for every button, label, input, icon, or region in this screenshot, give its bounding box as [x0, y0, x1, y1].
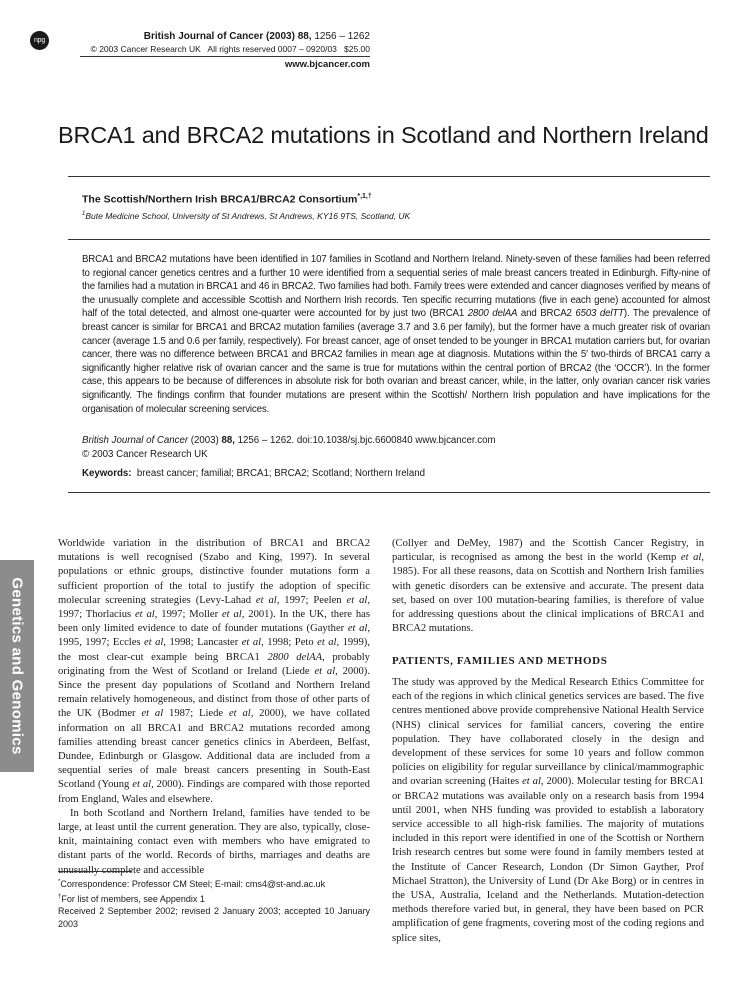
body-right-column-top [392, 537, 704, 636]
body-paragraph: Worldwide variation in the distribution of BRCA1 and BRCA2 mutations is well recognised (Szabo and King, 1997). In several populations or ethnic groups, distinctive founder mutations form a sufficient proportion of the total to justify the adoption of specific molecular screening strategies (Levy-Lahad et al, 1997; Peelen et al, 1997; Thorlacius et al, 1997; Moller et al, 2001). In the UK, there has been only limited evidence to date of founder mutations (Gayther et al, 1995, 1997; Eccles et al, 1998; Lancaster et al, 1998; Peto et al, 1999), the most clear-cut example being BRCA1 2800 delAA, probably originating from the West of Scotland or Ireland (Liede et al, 2000). Since the present day populations of Scotland and Northern Ireland remain relatively homogeneous, and distinct from those of other parts of the UK (Bodmer et al 1987; Liede et al, 2000), we have collated information on all BRCA1 and BRCA2 mutations recorded among families attending breast cancer genetics clinics in Aberdeen, Belfast, Dundee, Edinburgh or Glasgow. Additional data are included from a sequential series of male breast cancers presenting in South-East Scotland (Young et al, 2000). Findings are compared with those reported from England, Wales and elsewhere. [58, 538, 370, 805]
keywords-list: breast cancer; familial; BRCA1; BRCA2; Scotland; Northern Ireland [136, 468, 425, 479]
affiliation: Bute Medicine School, University of St Andrews, St Andrews, KY16 9TS, Scotland, UK [85, 211, 411, 221]
section-heading: PATIENTS, FAMILIES AND METHODS [392, 655, 608, 667]
citation-doi[interactable]: 1256 – 1262. doi:10.1038/sj.bjc.6600840 www.bjcancer.com [234, 435, 496, 446]
mutation-brca2: 6503 delTT [575, 308, 624, 320]
journal-pages: 1256 – 1262 [314, 31, 370, 42]
footnotes [58, 876, 370, 930]
author-marks: *,1,† [357, 193, 372, 200]
abstract-citation: British Journal of Cancer (2003) 88, 1256 – 1262. doi:10.1038/sj.bjc.6600840 www.bjcancer.com © 2003 Cancer Research UK [82, 435, 496, 460]
footnote-members: †For list of members, see Appendix 1 [58, 893, 205, 904]
citation-journal: British Journal of Cancer [82, 435, 189, 446]
author-line [82, 193, 372, 206]
keywords [82, 468, 425, 479]
journal-volume: 88, [297, 31, 312, 42]
footnote-rule [58, 871, 132, 872]
mutation-brca1: 2800 delAA [467, 308, 518, 320]
abstract-top-rule [68, 239, 710, 240]
header-rule [80, 56, 370, 57]
body-left-column [58, 537, 370, 878]
citation-volume: 88, [221, 435, 235, 446]
footnote-received: Received 2 September 2002; revised 2 January 2003; accepted 10 January 2003 [58, 906, 370, 929]
article-title: BRCA1 and BRCA2 mutations in Scotland and Northern Ireland [58, 122, 709, 148]
header-rights: All rights reserved 0007 – 0920/03 [207, 44, 337, 54]
title-rule [68, 176, 710, 177]
npg-logo: npg [30, 31, 49, 50]
journal-rights-line [80, 43, 370, 55]
body-right-column-methods [392, 676, 704, 946]
abstract: BRCA1 and BRCA2 mutations have been identified in 107 families in Scotland and Northern Ireland. Ninety-seven of these families had been referred to regional cancer genetics centres and a further 10 were identified from a sequential series of male breast cancers treated in Edinburgh. Fifty-nine of the families had a mutation in BRCA1 and 46 in BRCA2. Two families had both. Family trees were extended and cancer diagnoses verified by means of the unusually complete and accessible Scottish and Northern Irish records. Ten specific recurring mutations (five in each gene) accounted for almost half of the total detected, and almost one-quarter were accounted for by just two (BRCA1 2800 delAA and BRCA2 6503 delTT). The prevalence of breast cancer is similar for BRCA1 and BRCA2 mutation families (average 3.7 and 3.6 per family), but the former have a much greater risk of ovarian cancer (average 1.5 and 0.6 per family, respectively). For breast cancer, age of onset tended to be younger in BRCA1 mutation carriers but, for ovarian cancer, there was no difference between BRCA1 and BRCA2 families in mean age at diagnosis. Mutations within the 5′ two-thirds of BRCA1 carry a significantly higher relative risk of ovarian cancer and the same is true for mutations within the central portion of BRCA2 (the ‘OCCR’). In the former case, this appears to be because of differences in absolute risk for both ovarian and breast cancer, while, in the latter, only ovarian cancer risk varies significantly. The findings confirm that founder mutations are present within the Scottish/ Northern Irish population and have implications for the organisation of molecular screening services. [82, 254, 710, 415]
authors: The Scottish/Northern Irish BRCA1/BRCA2 Consortium [82, 193, 358, 206]
body-paragraph: In both Scotland and Northern Ireland, families have tended to be large, at least until the current generation. They are also, typically, close-knit, maintaining contact even with members who have emigrated to distant parts of the world. Records of births, marriages and deaths are unusually complete and accessible [58, 807, 370, 876]
header-copyright: © 2003 Cancer Research UK [90, 44, 201, 54]
affiliation-line [82, 211, 410, 221]
abstract-copyright: © 2003 Cancer Research UK [82, 448, 208, 460]
body-paragraph: (Collyer and DeMey, 1987) and the Scottish Cancer Registry, in particular, is recognised as among the best in the world (Kemp et al, 1985). For all these reasons, data on Scottish and Northern Irish families with genetic disorders can be extensive and accurate. The present data set, based on over 100 mutation-bearing families, is therefore of value for addressing questions about the clinical implications of BRCA1 and BRCA2 mutations. [392, 538, 704, 635]
side-tab-label: Genetics and Genomics [8, 577, 26, 755]
journal-name: British Journal of Cancer (2003) [143, 31, 295, 42]
affiliation-mark: 1 [82, 211, 86, 218]
keywords-label: Keywords: [82, 468, 132, 479]
footnote-correspondence: *Correspondence: Professor CM Steel; E-mail: cms4@st-and.ac.uk [58, 879, 326, 889]
journal-header [80, 30, 370, 43]
header-price: $25.00 [344, 44, 370, 54]
section-side-tab [0, 560, 34, 772]
abstract-bottom-rule [68, 492, 710, 493]
body-paragraph: The study was approved by the Medical Research Ethics Committee for each of the regions in which clinical genetics services are based. The five centres mentioned above provide comprehensive National Health Service (NHS) clinical services for familial cancers, covering the entire population. They have collaborated closely in the design and development of these services for some 10 years and follow common policies on eligibility for regular surveillance by clinical/mammographic and ovarian screening (Haites et al, 2000). Molecular testing for BRCA1 or BRCA2 mutations was available only on a research basis from 1994 until 2001, when NHS funding was provided to establish a laboratory service accessible to all high-risk families. The majority of mutations included in this report were identified in one of the Scottish or Northern Irish research centres but some were found in family members tested at the Institute of Cancer Research, London (Dr Simon Gayther, Prof Michael Stratton), the University of Lund (Dr Ake Borg) or in centres in the USA, Australia, Iceland and the Netherlands. Mutation-detection methods therefore varied but, in general, they have been based on PCR amplification of gene fragments, covering most of the coding regions and splice sites, [392, 677, 704, 944]
journal-url[interactable]: www.bjcancer.com [284, 59, 370, 70]
